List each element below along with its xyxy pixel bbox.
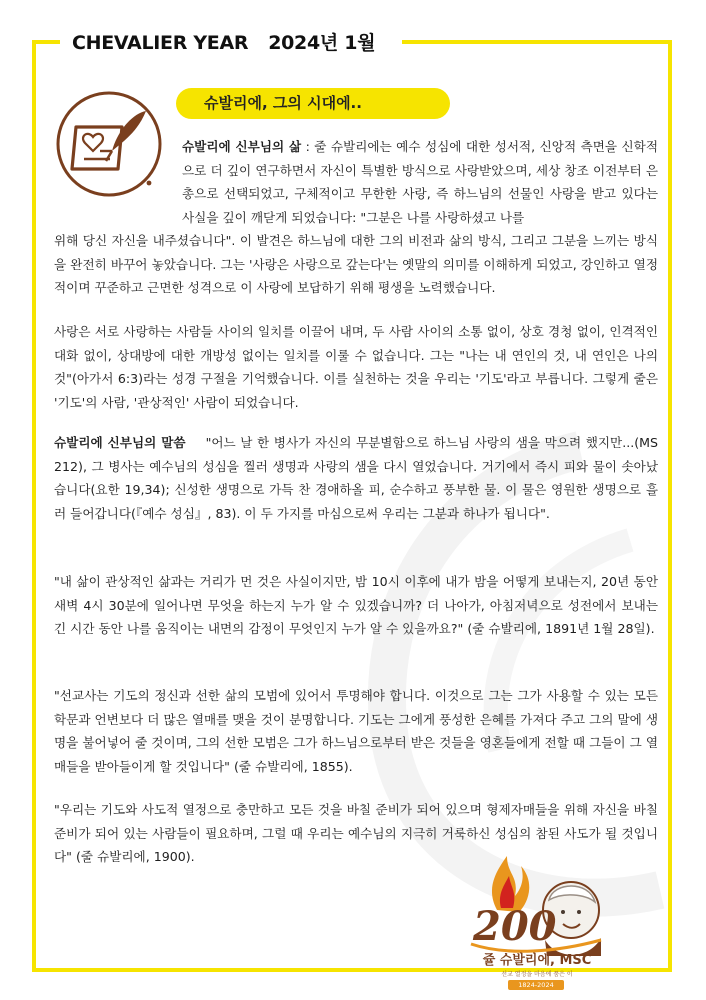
quote-1891: "내 삶이 관상적인 삶과는 거리가 먼 것은 사실이지만, 밤 10시 이후에 내가 밤을 어떻게 보내는지, 20년 동안 새벽 4시 30분에 일어나면 무엇을 하는지 누가 알 수 있겠습니까? 더 나아가, 아침저녁으로 성전에서 보내는 긴 시간 동안 나를 움직이는 내면의 감정이 무엇인지 누가 알 수 있을까요?" (줄 슈발리에, 1891년 1월 28일). (54, 574, 658, 636)
logo-years: 1824-2024 (508, 980, 564, 990)
letter-quill-icon (54, 89, 164, 199)
page-header (72, 28, 375, 58)
words-text: "어느 날 한 병사가 자신의 무분별함으로 하느님 사랑의 샘을 막으려 했지만...(MS 212), 그 병사는 예수님의 성심을 찔러 생명과 사랑의 샘을 다시 열었습니다. 거기에서 즉시 피와 물이 솟아났습니다(요한 19,34); 신성한 생명으로 가득 찬 경애하올 피, 순수하고 풍부한 물. 이 물은 영원한 생명으로 흘러 들어갑니다(『예수 성심』, 83). 이 두 가지를 마심으로써 우리는 그분과 하나가 됩니다". (54, 435, 658, 521)
words-label: 슈발리에 신부님의 말씀 (54, 435, 186, 450)
section-title: 슈발리에, 그의 시대에.. (176, 88, 450, 119)
intro-label: 슈발리에 신부님의 삶 (182, 139, 302, 154)
logo-number: 200 (473, 903, 557, 950)
paragraph-prayer: 사랑은 서로 사랑하는 사람들 사이의 일치를 이끌어 내며, 두 사람 사이의 소통 없이, 상호 경청 없이, 인격적인 대화 없이, 상대방에 대한 개방성 없이는 일치를 이룰 수 없습니다. 그는 "나는 내 연인의 것, 내 연인은 나의 것"(아가서 6:3)라는 성경 구절을 기억했습니다. 이를 실천하는 것을 우리는 '기도'라고 부릅니다. 그렇게 줄은 '기도'의 사람, '관상적인' 사람이 되었습니다. (54, 324, 658, 410)
quote-1900: "우리는 기도와 사도적 열정으로 충만하고 모든 것을 바칠 준비가 되어 있으며 형제자매들을 위해 자신을 바칠 준비가 되어 있는 사람들이 필요하며, 그럴 때 우리는 예수님의 지극히 거룩하신 성심의 참된 사도가 될 것입니다" (줄 슈발리에, 1900). (54, 802, 658, 864)
intro-paragraph-bottom: 위해 당신 자신을 내주셨습니다". 이 발견은 하느님에 대한 그의 비전과 삶의 방식, 그리고 그분을 느끼는 방식을 완전히 바꾸어 놓았습니다. 그는 '사랑은 사랑으로 갚는다'는 옛말의 의미를 이해하게 되었고, 강인하고 열정적이며 꾸준하고 근면한 성격으로 이 사랑에 보답하기 위해 평생을 노력했습니다. (54, 233, 658, 295)
intro-paragraph-top (182, 135, 658, 229)
header-date: 2024년 1월 (268, 32, 376, 54)
logo-name: 쥴 슈발리에, MSC (482, 953, 592, 968)
words-paragraph (54, 431, 658, 525)
header-title: CHEVALIER YEAR (72, 32, 249, 54)
intro-separator: : (301, 139, 315, 154)
intro-text-a: 줄 슈발리에는 예수 성심에 대한 성서적, 신앙적 측면을 신학적으로 더 깊이 연구하면서 자신이 특별한 방식으로 사랑받았으며, 세상 창조 이전부터 은총으로 선택되었고, 구체적이고 무한한 사랑, 즉 하느님의 선물인 사랑을 받고 있다는 사실을 깊이 깨닫게 되었습니다: "그분은 나를 사랑하셨고 나를 (182, 139, 659, 225)
logo-tagline: 선교 열정을 마음에 품은 이 (501, 971, 573, 978)
quote-1855: "선교사는 기도의 정신과 선한 삶의 모범에 있어서 투명해야 합니다. 이것으로 그는 그가 사용할 수 있는 모든 학문과 언변보다 더 많은 열매를 맺을 것이 분명합니다. 기도는 그에게 풍성한 은혜를 가져다 주고 그의 말에 생명을 불어넣어 줄 것이며, 그의 선한 모범은 그가 하느님으로부터 받은 것들을 영혼들에게 전할 때 그들이 그 열매들을 받아들이게 할 것입니다" (줄 슈발리에, 1855). (54, 688, 658, 774)
